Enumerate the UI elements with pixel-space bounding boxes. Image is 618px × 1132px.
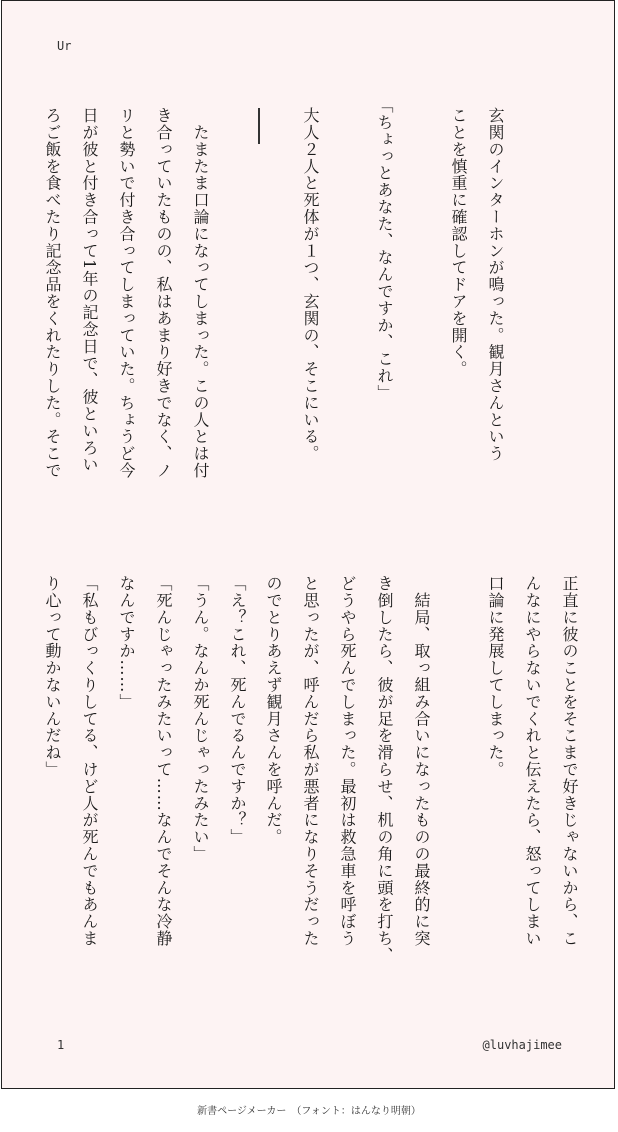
upper-paragraph-3: 大人２人と死体が１つ、玄関の、そこにいる。 [301,107,320,462]
lower-paragraph-1: 正直に彼のことをそこまで好きじゃないから、こ んなにやらないでくれと伝えたら、怒ってしまい 口論に発展してしまった。 [486,575,579,947]
generator-footer: 新書ページメーカー （フォント：はんなり明朝） [197,1106,421,1117]
author-handle: @luvhajimee [482,1038,562,1052]
page-number: 1 [57,1038,65,1052]
page-title: Ur [57,39,72,53]
lower-paragraph-3: 「え？これ、死んでるんですか？」 「うん。なんか死んじゃったみたい」 「死んじゃったみたいって……なんでそんな冷静 なんですか……」 「私もびっくりしてる、けど人が死んでもあんま り心って動かないんだね」 [43,575,247,947]
lower-paragraph-2: 結局、取っ組み合いになったものの最終的に突 き倒したら、彼が足を滑らせ、机の角に頭を打ち、 どうやら死んでしまった。最初は救急車を呼ぼう と思ったが、呼んだら私が悪者になりそうだった のでとりあえず観月さんを呼んだ。 [264,575,431,964]
scene-divider [258,108,260,144]
novel-page [1,0,615,1089]
upper-paragraph-4: たまたま口論になってしまった。この人とは付 き合っていたものの、私はあまり好きでなく、ノ リと勢いで付き合ってしまっていた。ちょうど今 日が彼と付き合って1年の記念日で、彼といろい ろご飯を食べたり記念品をくれたりした。そこで [43,107,210,479]
upper-paragraph-2: 「ちょっとあなた、なんですか、これ」 [375,97,394,402]
upper-paragraph-1: 玄関のインターホンが鳴った。観月さんという ことを慎重に確認してドアを開く。 [449,107,505,462]
